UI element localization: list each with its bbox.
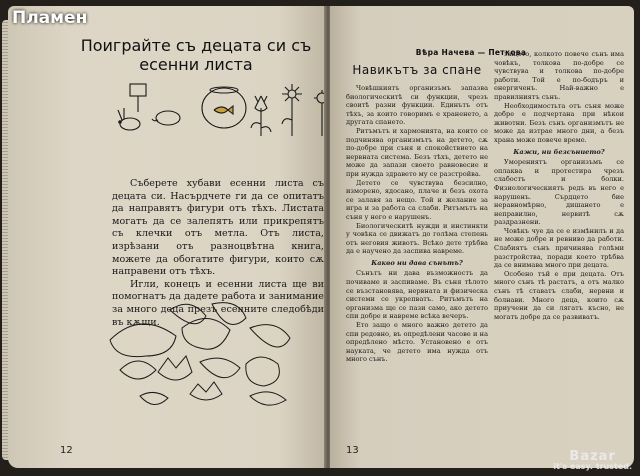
watermark-text: Пламен [12, 8, 88, 28]
article-column-2 [494, 50, 624, 321]
brand-logo-name: Bazar [569, 449, 616, 464]
col2-paragraph-1: защото, колкото повече сънъ има човѣкъ, толкова по-добре се чувствува и толкова по-добре работи. Той е по-бодъръ и енергиченъ. Най-важно е правилниятъ сънъ. [494, 50, 624, 101]
tulip-figure [251, 96, 271, 136]
left-paragraph-1: Съберете хубави есенни листа съ децата си. Насърдчете ги да се опитатъ да направятъ фигури отъ тѣхъ. Листата могатъ да се залепятъ или прикрепятъ съ клечки отъ метла. Отъ листа, изрѣзани отъ разноцвѣтна книга, можете да обогатите фигури, които сѫ направени отъ тѣхъ. [112, 178, 324, 278]
leaf-figures-illustration [96, 76, 326, 156]
left-title-line-2: есенни листа [139, 55, 253, 74]
brand-logo-tagline: it's easy. trusted. [553, 462, 632, 471]
leaf-outlines-illustration [100, 300, 326, 420]
col2-paragraph-4: Човѣкъ чуе да се е измѣнилъ и да не може добре и ревниво да работи. Слабиятъ сънъ причинява голѣми разстройства, поради което трѣбва да се внимава много при децата. [494, 226, 624, 270]
brand-logo [553, 449, 632, 472]
col1-paragraph-3: Детето се чувствува безсилно, изморено, ядосано, плаче и безъ охота се залавя за нещо. Той и желание за игра и за работа са слаби. Ритъмътъ на съня у него е нарушенъ. [346, 178, 488, 221]
col2-paragraph-3: Уморениятъ организъмъ се оплаква и протестира чрезъ слабостъ и болки. Физиологическиятъ редъ въ него е нарушенъ. Сърдцето бие неравномѣрно, дишането е неправилно, нервитѣ сѫ раздразнени. [494, 158, 624, 227]
right-page [330, 6, 634, 468]
col2-subheading: Кажи, ни безсънието? [513, 147, 605, 156]
turtle-figure [152, 111, 180, 125]
col2-paragraph-5: Особено тъй е при децата. Отъ много сънъ тѣ растатъ, а отъ малко сънъ тѣ ставатъ слаби, нервни и болнави. Много деца, които сѫ приучени да си лягатъ късно, не могатъ добре да се развиватъ. [494, 269, 624, 321]
col1-paragraph-2: Ритъмътъ и хармонията, на които се подчинява организмътъ на детето, сѫ по-добре при съня и спокойствието на нервната система. Безъ тѣхъ, детето не може да запази своето равновесие и при нужда здравето му се разстройва. [346, 126, 488, 178]
sign-figure [130, 84, 146, 96]
left-page-title [80, 36, 312, 74]
article-column-1 [346, 84, 488, 364]
left-paragraph-2: Игли, конецъ и есенни листа ще ви помогнатъ да дадете работа и занимание за много деца презъ есенните следобѣди въ кѫщи. [112, 278, 324, 328]
col1-subheading: Какво ни дава сънътъ? [371, 258, 463, 267]
fishbowl-figure [202, 87, 246, 128]
left-title-line-1: Поиграйте съ децата си съ [80, 36, 312, 55]
col1-paragraph-4: Биологическитѣ нужди и инстинкти у човѣка се движатъ до голѣма степень отъ неговия животъ. Всѣко дете трѣбва да е научено да заспива навреме. [346, 221, 488, 256]
daisy-figure [282, 84, 302, 136]
left-page [8, 6, 326, 468]
col1-paragraph-6: Ето защо е много важно детето да спи редовно, въ опредѣлени часове и на опредѣлено мѣсто. Установено е отъ науката, че детето има нужда отъ много сънъ. [346, 321, 488, 364]
article-author: Вѣра Начева — Петкова [415, 48, 527, 57]
right-page-number: 13 [346, 445, 359, 456]
col1-paragraph-5: Сънътъ ни дава възможностъ да почиваме и заспиваме. Въ съня тѣлото се възстановява, нервната и физическа системи се укрепватъ. Ритъмътъ на организма ще се пази само, ако детето спи добре и навреме всѣка вечеръ. [346, 269, 488, 321]
col1-paragraph-1: Човѣшкиятъ организъмъ запазва биологическитѣ си функции, чрезъ своитѣ разни функции. Единътъ отъ тѣхъ, за които говоримъ е храненето, а другата спането. [346, 84, 488, 127]
col2-paragraph-2: Необходимостьта отъ съня може добре е подчертана при нѣкои животни. Безъ сънъ организмътъ не може да изтрае много дни, а безъ храна може повече време. [494, 101, 624, 144]
rabbit-figure [118, 108, 140, 130]
article-title: Навикътъ за спане [352, 63, 482, 77]
left-page-number: 12 [60, 445, 73, 456]
